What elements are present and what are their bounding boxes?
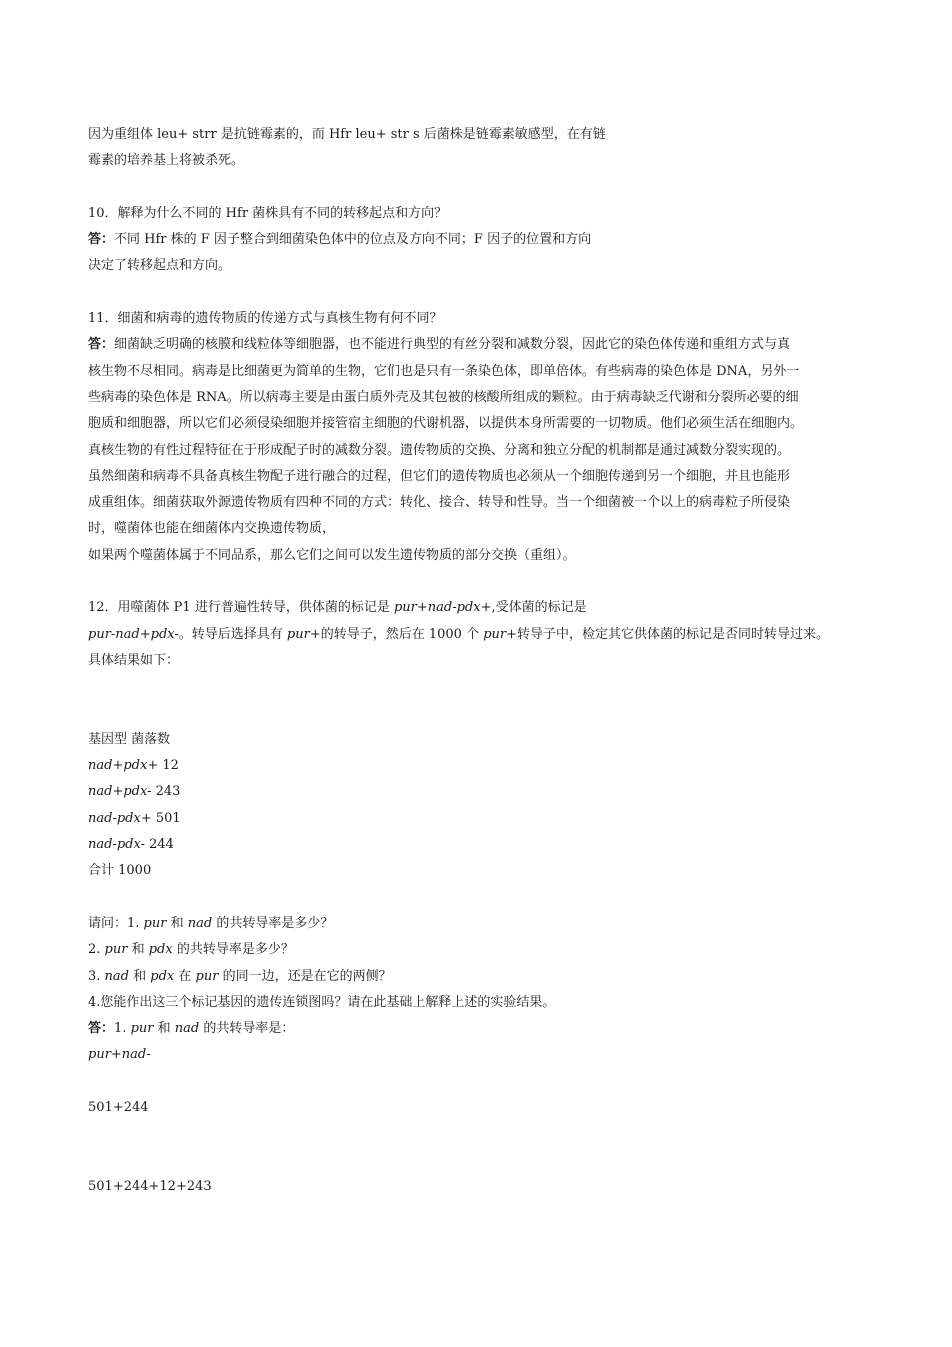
marker: pdx [150,968,175,984]
q11-answer-line-1 [88,332,878,358]
table-row [88,779,878,805]
table-row [88,806,878,832]
q10-answer-label: 答： [88,232,115,248]
q12-question-line-1 [88,595,878,621]
pur-marker: pur+ [483,626,518,642]
ask-text: 和 [166,915,188,931]
table-row [88,753,878,779]
marker: pur [130,1021,154,1037]
ask-text: 在 [174,968,196,984]
genotype-cell: nad-pdx+ [88,810,152,826]
marker: nad [187,915,213,931]
answer-text: 1. [114,1021,131,1037]
q12-ask-2 [88,937,878,963]
genotype-table-header: 基因型 菌落数 [88,731,171,747]
document-body [88,122,878,1200]
marker: pur [143,915,167,931]
q11-answer-line-6: 虽然细菌和病毒不具备真核生物配子进行融合的过程，但它们的遗传物质也必须从一个细胞传递到另一个细胞，并且也能形 [88,468,791,484]
q12-text: 。转导后选择具有 [178,626,287,642]
table-row [88,832,878,858]
q12-ask-4: 4.您能作出这三个标记基因的遗传连锁图吗？请在此基础上解释上述的实验结果。 [88,994,556,1010]
q12-text: 转导子中，检定其它供体菌的标记是否同时转导过来。 [517,626,830,642]
q12-answer-line-1 [88,1016,878,1042]
count-cell: 501 [151,810,181,826]
marker: nad [174,1021,200,1037]
q11-answer-line-7: 成重组体。细菌获取外源遗传物质有四种不同的方式：转化、接合、转导和性导。当一个细菌被一个以上的病毒粒子所侵染 [88,495,791,511]
q10-answer-text: 不同 Hfr 株的 F 因子整合到细菌染色体中的位点及方向不同；F 因子的位置和方向 [114,232,592,248]
count-cell: 243 [151,784,181,800]
q12-answer-label: 答： [88,1021,115,1037]
q12-question-line-3: 具体结果如下： [88,652,180,668]
ask-text: 的同一边，还是在它的两侧？ [218,968,392,984]
recipient-markers: pur-nad+pdx- [88,626,179,642]
q11-answer-line-3: 些病毒的染色体是 RNA。所以病毒主要是由蛋白质外壳及其包被的核酸所组成的颗粒。由于病毒缺乏代谢和分裂所必要的细 [88,389,799,405]
ask-text: 和 [127,942,149,958]
answer-text: 和 [153,1021,175,1037]
pur-marker: pur+ [286,626,321,642]
q12-text: 12．用噬菌体 P1 进行普遍性转导，供体菌的标记是 [88,600,394,616]
formula-numerator: 501+244 [88,1099,149,1115]
ask-text: 请问：1. [88,915,144,931]
q12-ask-1 [88,911,878,937]
q10-question: 10．解释为什么不同的 Hfr 菌株具有不同的转移起点和方向？ [88,205,448,221]
marker: pur [195,968,219,984]
formula-label: pur+nad- [88,1047,151,1063]
q12-ask-3 [88,964,878,990]
q11-answer-line-9: 如果两个噬菌体属于不同品系，那么它们之间可以发生遗传物质的部分交换（重组）。 [88,547,576,563]
q11-answer-label: 答： [88,337,115,353]
ask-text: 的共转导率是多少？ [172,942,294,958]
intro-line-1: 因为重组体 leu+ strr 是抗链霉素的，而 Hfr leu+ str s 后菌株是链霉素敏感型，在有链 [88,127,606,142]
marker: pur [104,942,128,958]
answer-text: 的共转导率是： [199,1021,295,1037]
q11-answer-line-8: 时，噬菌体也能在细菌体内交换遗传物质， [88,521,336,537]
genotype-cell: nad-pdx- [88,837,145,853]
q11-answer-text: 细菌缺乏明确的核膜和线粒体等细胞器，也不能进行典型的有丝分裂和减数分裂，因此它的染色体传递和重组方式与真 [114,337,791,353]
q11-answer-line-4: 胞质和细胞器，所以它们必须侵染细胞并接管宿主细胞的代谢机器，以提供本身所需要的一切物质。他们必须生活在细胞内。 [88,416,804,432]
count-cell: 244 [144,837,174,853]
ask-text: 和 [129,968,151,984]
donor-markers: pur+nad-pdx+ [393,600,492,616]
formula-denominator: 501+244+12+243 [88,1178,212,1194]
count-cell: 12 [158,758,179,774]
genotype-cell: nad+pdx- [88,784,152,800]
genotype-cell: nad+pdx+ [88,758,159,774]
q12-text: ,受体菌的标记是 [491,600,587,616]
q10-answer-line-1 [88,227,878,253]
q10-answer-line-2: 决定了转移起点和方向。 [88,258,232,274]
intro-line-2: 霉素的培养基上将被杀死。 [88,153,245,169]
q12-text: 的转导子，然后在 1000 个 [320,626,484,642]
ask-text: 的共转导率是多少？ [212,915,334,931]
marker: nad [104,968,129,984]
q11-answer-line-5: 真核生物的有性过程特征在于形成配子时的减数分裂。遗传物质的交换、分离和独立分配的机制都是通过减数分裂实现的。 [88,442,791,458]
q11-question: 11．细菌和病毒的遗传物质的传递方式与真核生物有何不同？ [88,311,443,327]
marker: pdx [148,942,173,958]
ask-text: 3. [88,968,105,984]
ask-text: 2. [88,942,105,958]
q12-question-line-2 [88,622,878,648]
table-total: 合计 1000 [88,863,152,879]
q11-answer-line-2: 核生物不尽相同。病毒是比细菌更为简单的生物，它们也是只有一条染色体，即单倍体。有些病毒的染色体是 DNA，另外一 [88,363,800,379]
